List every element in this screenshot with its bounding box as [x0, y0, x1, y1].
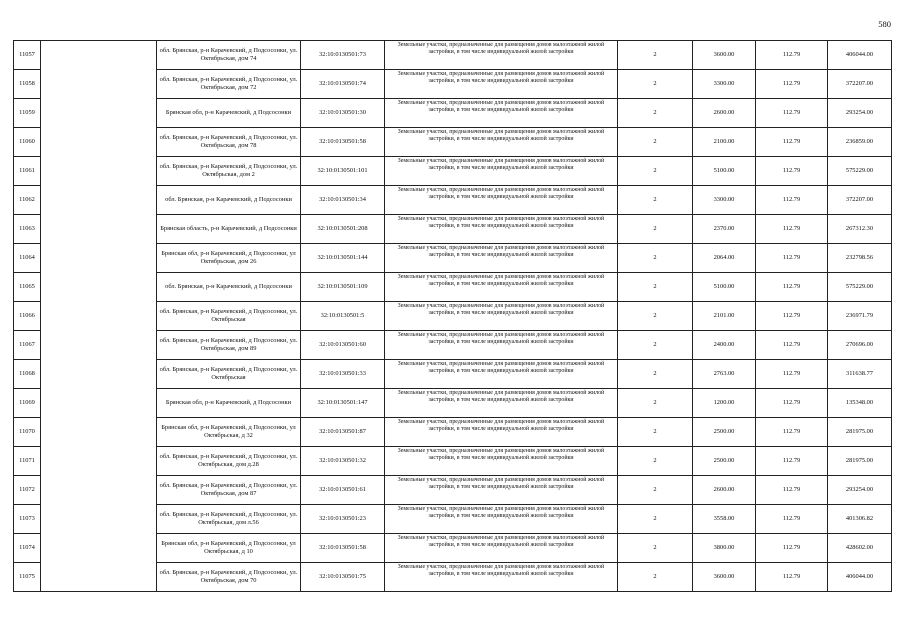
cadastral-value-cell: 406044.00 [828, 41, 892, 70]
specific-value-cell: 112.79 [756, 360, 828, 389]
spacer-cell [41, 331, 157, 360]
area-cell: 2100.00 [693, 128, 756, 157]
spacer-cell [41, 186, 157, 215]
cadastral-value-cell: 293254.00 [828, 476, 892, 505]
group-number-cell: 2 [618, 389, 693, 418]
table-row [14, 99, 892, 128]
address-cell: обл. Брянская, р-н Карачевский, д Подсосонки [157, 186, 301, 215]
address-cell: Брянская обл, р-н Карачевский, д Подсосонки, ул Октябрьская, д 10 [157, 534, 301, 563]
address-cell: обл. Брянская, р-н Карачевский, д Подсосонки, ул. Октябрьская [157, 302, 301, 331]
record-number-cell: 11068 [14, 360, 41, 389]
land-use-cell: Земельные участки, предназначенные для размещения домов малоэтажной жилой застройки, в том числе индивидуальной жилой застройки [385, 447, 618, 476]
land-use-cell: Земельные участки, предназначенные для размещения домов малоэтажной жилой застройки, в том числе индивидуальной жилой застройки [385, 244, 618, 273]
land-use-cell: Земельные участки, предназначенные для размещения домов малоэтажной жилой застройки, в том числе индивидуальной жилой застройки [385, 186, 618, 215]
area-cell: 3300.00 [693, 70, 756, 99]
cadastral-value-cell: 236859.00 [828, 128, 892, 157]
land-use-cell: Земельные участки, предназначенные для размещения домов малоэтажной жилой застройки, в том числе индивидуальной жилой застройки [385, 563, 618, 592]
cadastral-number-cell: 32:10:0130501:101 [301, 157, 385, 186]
table-row [14, 534, 892, 563]
group-number-cell: 2 [618, 563, 693, 592]
cadastral-value-cell: 293254.00 [828, 99, 892, 128]
record-number-cell: 11064 [14, 244, 41, 273]
group-number-cell: 2 [618, 70, 693, 99]
record-number-cell: 11073 [14, 505, 41, 534]
specific-value-cell: 112.79 [756, 41, 828, 70]
spacer-cell [41, 128, 157, 157]
land-use-cell: Земельные участки, предназначенные для размещения домов малоэтажной жилой застройки, в том числе индивидуальной жилой застройки [385, 360, 618, 389]
table-row [14, 505, 892, 534]
area-cell: 1200.00 [693, 389, 756, 418]
area-cell: 2600.00 [693, 476, 756, 505]
address-cell: обл. Брянская, р-н Карачевский, д Подсосонки, ул. Октябрьская, дом д.28 [157, 447, 301, 476]
record-number-cell: 11067 [14, 331, 41, 360]
cadastral-value-cell: 372207.00 [828, 70, 892, 99]
specific-value-cell: 112.79 [756, 128, 828, 157]
cadastral-value-cell: 575229.00 [828, 273, 892, 302]
group-number-cell: 2 [618, 476, 693, 505]
cadastral-number-cell: 32:10:0130501:30 [301, 99, 385, 128]
area-cell: 2400.00 [693, 331, 756, 360]
area-cell: 2101.00 [693, 302, 756, 331]
specific-value-cell: 112.79 [756, 244, 828, 273]
specific-value-cell: 112.79 [756, 273, 828, 302]
spacer-cell [41, 157, 157, 186]
table-row [14, 128, 892, 157]
group-number-cell: 2 [618, 41, 693, 70]
record-number-cell: 11074 [14, 534, 41, 563]
cadastral-number-cell: 32:10:0130501:34 [301, 186, 385, 215]
cadastral-value-cell: 232798.56 [828, 244, 892, 273]
specific-value-cell: 112.79 [756, 418, 828, 447]
land-use-cell: Земельные участки, предназначенные для размещения домов малоэтажной жилой застройки, в том числе индивидуальной жилой застройки [385, 389, 618, 418]
address-cell: обл. Брянская, р-н Карачевский, д Подсосонки, ул. Октябрьская, дом 2 [157, 157, 301, 186]
table-row [14, 418, 892, 447]
group-number-cell: 2 [618, 418, 693, 447]
area-cell: 3600.00 [693, 563, 756, 592]
group-number-cell: 2 [618, 128, 693, 157]
table-row [14, 70, 892, 99]
cadastral-value-cell: 311638.77 [828, 360, 892, 389]
cadastral-number-cell: 32:10:0130501:109 [301, 273, 385, 302]
specific-value-cell: 112.79 [756, 505, 828, 534]
area-cell: 2500.00 [693, 447, 756, 476]
cadastral-value-cell: 281975.00 [828, 418, 892, 447]
record-number-cell: 11065 [14, 273, 41, 302]
table-row [14, 186, 892, 215]
area-cell: 3600.00 [693, 41, 756, 70]
specific-value-cell: 112.79 [756, 331, 828, 360]
group-number-cell: 2 [618, 505, 693, 534]
land-use-cell: Земельные участки, предназначенные для размещения домов малоэтажной жилой застройки, в том числе индивидуальной жилой застройки [385, 215, 618, 244]
land-use-cell: Земельные участки, предназначенные для размещения домов малоэтажной жилой застройки, в том числе индивидуальной жилой застройки [385, 302, 618, 331]
cadastral-value-cell: 401306.82 [828, 505, 892, 534]
cadastral-value-cell: 267312.30 [828, 215, 892, 244]
cadastral-number-cell: 32:10:0130501:75 [301, 563, 385, 592]
table-body [14, 41, 892, 592]
address-cell: Брянская обл, р-н Карачевский, д Подсосонки [157, 389, 301, 418]
specific-value-cell: 112.79 [756, 186, 828, 215]
table-row [14, 215, 892, 244]
record-number-cell: 11070 [14, 418, 41, 447]
table-row [14, 302, 892, 331]
record-number-cell: 11057 [14, 41, 41, 70]
spacer-cell [41, 70, 157, 99]
table-row [14, 273, 892, 302]
group-number-cell: 2 [618, 534, 693, 563]
land-use-cell: Земельные участки, предназначенные для размещения домов малоэтажной жилой застройки, в том числе индивидуальной жилой застройки [385, 273, 618, 302]
cadastral-value-cell: 281975.00 [828, 447, 892, 476]
specific-value-cell: 112.79 [756, 99, 828, 128]
area-cell: 2064.00 [693, 244, 756, 273]
cadastral-number-cell: 32:10:0130501:208 [301, 215, 385, 244]
spacer-cell [41, 563, 157, 592]
group-number-cell: 2 [618, 331, 693, 360]
cadastral-number-cell: 32:10:0130501:33 [301, 360, 385, 389]
cadastral-number-cell: 32:10:0130501:32 [301, 447, 385, 476]
land-use-cell: Земельные участки, предназначенные для размещения домов малоэтажной жилой застройки, в том числе индивидуальной жилой застройки [385, 157, 618, 186]
land-use-cell: Земельные участки, предназначенные для размещения домов малоэтажной жилой застройки, в том числе индивидуальной жилой застройки [385, 70, 618, 99]
area-cell: 3800.00 [693, 534, 756, 563]
specific-value-cell: 112.79 [756, 447, 828, 476]
cadastral-number-cell: 32:10:0130501:61 [301, 476, 385, 505]
group-number-cell: 2 [618, 186, 693, 215]
spacer-cell [41, 534, 157, 563]
address-cell: обл. Брянская, р-н Карачевский, д Подсосонки, ул. Октябрьская, дом 89 [157, 331, 301, 360]
group-number-cell: 2 [618, 244, 693, 273]
specific-value-cell: 112.79 [756, 302, 828, 331]
spacer-cell [41, 273, 157, 302]
record-number-cell: 11066 [14, 302, 41, 331]
spacer-cell [41, 302, 157, 331]
cadastral-number-cell: 32:10:0130501:73 [301, 41, 385, 70]
address-cell: обл. Брянская, р-н Карачевский, д Подсосонки, ул. Октябрьская, дом 74 [157, 41, 301, 70]
cadastral-value-cell: 406044.00 [828, 563, 892, 592]
record-number-cell: 11075 [14, 563, 41, 592]
cadastral-value-cell: 575229.00 [828, 157, 892, 186]
cadastral-value-cell: 270696.00 [828, 331, 892, 360]
area-cell: 2500.00 [693, 418, 756, 447]
group-number-cell: 2 [618, 360, 693, 389]
spacer-cell [41, 215, 157, 244]
cadastral-number-cell: 32:10:0130501:58 [301, 534, 385, 563]
area-cell: 2370.00 [693, 215, 756, 244]
land-use-cell: Земельные участки, предназначенные для размещения домов малоэтажной жилой застройки, в том числе индивидуальной жилой застройки [385, 476, 618, 505]
address-cell: обл. Брянская, р-н Карачевский, д Подсосонки, ул. Октябрьская, дом 87 [157, 476, 301, 505]
cadastral-value-cell: 372207.00 [828, 186, 892, 215]
spacer-cell [41, 41, 157, 70]
spacer-cell [41, 244, 157, 273]
area-cell: 2600.00 [693, 99, 756, 128]
table-row [14, 389, 892, 418]
table-row [14, 157, 892, 186]
specific-value-cell: 112.79 [756, 157, 828, 186]
land-use-cell: Земельные участки, предназначенные для размещения домов малоэтажной жилой застройки, в том числе индивидуальной жилой застройки [385, 505, 618, 534]
specific-value-cell: 112.79 [756, 215, 828, 244]
specific-value-cell: 112.79 [756, 476, 828, 505]
table-row [14, 447, 892, 476]
spacer-cell [41, 476, 157, 505]
specific-value-cell: 112.79 [756, 389, 828, 418]
group-number-cell: 2 [618, 215, 693, 244]
spacer-cell [41, 360, 157, 389]
cadastral-value-cell: 135348.00 [828, 389, 892, 418]
area-cell: 2763.00 [693, 360, 756, 389]
table-row [14, 331, 892, 360]
cadastral-value-cell: 236971.79 [828, 302, 892, 331]
record-number-cell: 11063 [14, 215, 41, 244]
table-row [14, 563, 892, 592]
group-number-cell: 2 [618, 302, 693, 331]
record-number-cell: 11058 [14, 70, 41, 99]
cadastral-number-cell: 32:10:0130501:23 [301, 505, 385, 534]
land-use-cell: Земельные участки, предназначенные для размещения домов малоэтажной жилой застройки, в том числе индивидуальной жилой застройки [385, 128, 618, 157]
record-number-cell: 11071 [14, 447, 41, 476]
address-cell: обл. Брянская, р-н Карачевский, д Подсосонки, ул. Октябрьская, дом л.56 [157, 505, 301, 534]
spacer-cell [41, 99, 157, 128]
specific-value-cell: 112.79 [756, 70, 828, 99]
area-cell: 5100.00 [693, 157, 756, 186]
group-number-cell: 2 [618, 99, 693, 128]
record-number-cell: 11069 [14, 389, 41, 418]
table-row [14, 360, 892, 389]
area-cell: 3558.00 [693, 505, 756, 534]
table-row [14, 41, 892, 70]
address-cell: обл. Брянская, р-н Карачевский, д Подсосонки, ул. Октябрьская, дом 78 [157, 128, 301, 157]
address-cell: обл. Брянская, р-н Карачевский, д Подсосонки, ул. Октябрьская [157, 360, 301, 389]
cadastral-number-cell: 32:10:0130501:147 [301, 389, 385, 418]
record-number-cell: 11072 [14, 476, 41, 505]
spacer-cell [41, 505, 157, 534]
cadastral-number-cell: 32:10:0130501:87 [301, 418, 385, 447]
cadastral-value-cell: 428602.00 [828, 534, 892, 563]
page-number: 580 [878, 19, 891, 29]
spacer-cell [41, 447, 157, 476]
table-row [14, 476, 892, 505]
cadastral-number-cell: 32:10:0130501:74 [301, 70, 385, 99]
cadastral-number-cell: 32:10:0130501:5 [301, 302, 385, 331]
address-cell: обл. Брянская, р-н Карачевский, д Подсосонки, ул. Октябрьская, дом 70 [157, 563, 301, 592]
address-cell: обл. Брянская, р-н Карачевский, д Подсосонки [157, 273, 301, 302]
land-use-cell: Земельные участки, предназначенные для размещения домов малоэтажной жилой застройки, в том числе индивидуальной жилой застройки [385, 41, 618, 70]
land-use-cell: Земельные участки, предназначенные для размещения домов малоэтажной жилой застройки, в том числе индивидуальной жилой застройки [385, 418, 618, 447]
group-number-cell: 2 [618, 447, 693, 476]
cadastral-value-table [13, 40, 892, 592]
spacer-cell [41, 389, 157, 418]
cadastral-number-cell: 32:10:0130501:60 [301, 331, 385, 360]
record-number-cell: 11059 [14, 99, 41, 128]
cadastral-number-cell: 32:10:0130501:58 [301, 128, 385, 157]
area-cell: 5100.00 [693, 273, 756, 302]
address-cell: обл. Брянская, р-н Карачевский, д Подсосонки, ул. Октябрьская, дом 72 [157, 70, 301, 99]
cadastral-number-cell: 32:10:0130501:144 [301, 244, 385, 273]
record-number-cell: 11062 [14, 186, 41, 215]
address-cell: Брянская обл, р-н Карачевский, д Подсосонки, ул Октябрьская, д 32 [157, 418, 301, 447]
spacer-cell [41, 418, 157, 447]
area-cell: 3300.00 [693, 186, 756, 215]
group-number-cell: 2 [618, 273, 693, 302]
group-number-cell: 2 [618, 157, 693, 186]
specific-value-cell: 112.79 [756, 563, 828, 592]
record-number-cell: 11061 [14, 157, 41, 186]
address-cell: Брянская область, р-н Карачевский, д Подсосонки [157, 215, 301, 244]
table-row [14, 244, 892, 273]
land-use-cell: Земельные участки, предназначенные для размещения домов малоэтажной жилой застройки, в том числе индивидуальной жилой застройки [385, 99, 618, 128]
land-use-cell: Земельные участки, предназначенные для размещения домов малоэтажной жилой застройки, в том числе индивидуальной жилой застройки [385, 331, 618, 360]
land-use-cell: Земельные участки, предназначенные для размещения домов малоэтажной жилой застройки, в том числе индивидуальной жилой застройки [385, 534, 618, 563]
address-cell: Брянская обл, р-н Карачевский, д Подсосонки [157, 99, 301, 128]
specific-value-cell: 112.79 [756, 534, 828, 563]
address-cell: Брянская обл, р-н Карачевский, д Подсосонки, ул Октябрьская, дом 26 [157, 244, 301, 273]
record-number-cell: 11060 [14, 128, 41, 157]
